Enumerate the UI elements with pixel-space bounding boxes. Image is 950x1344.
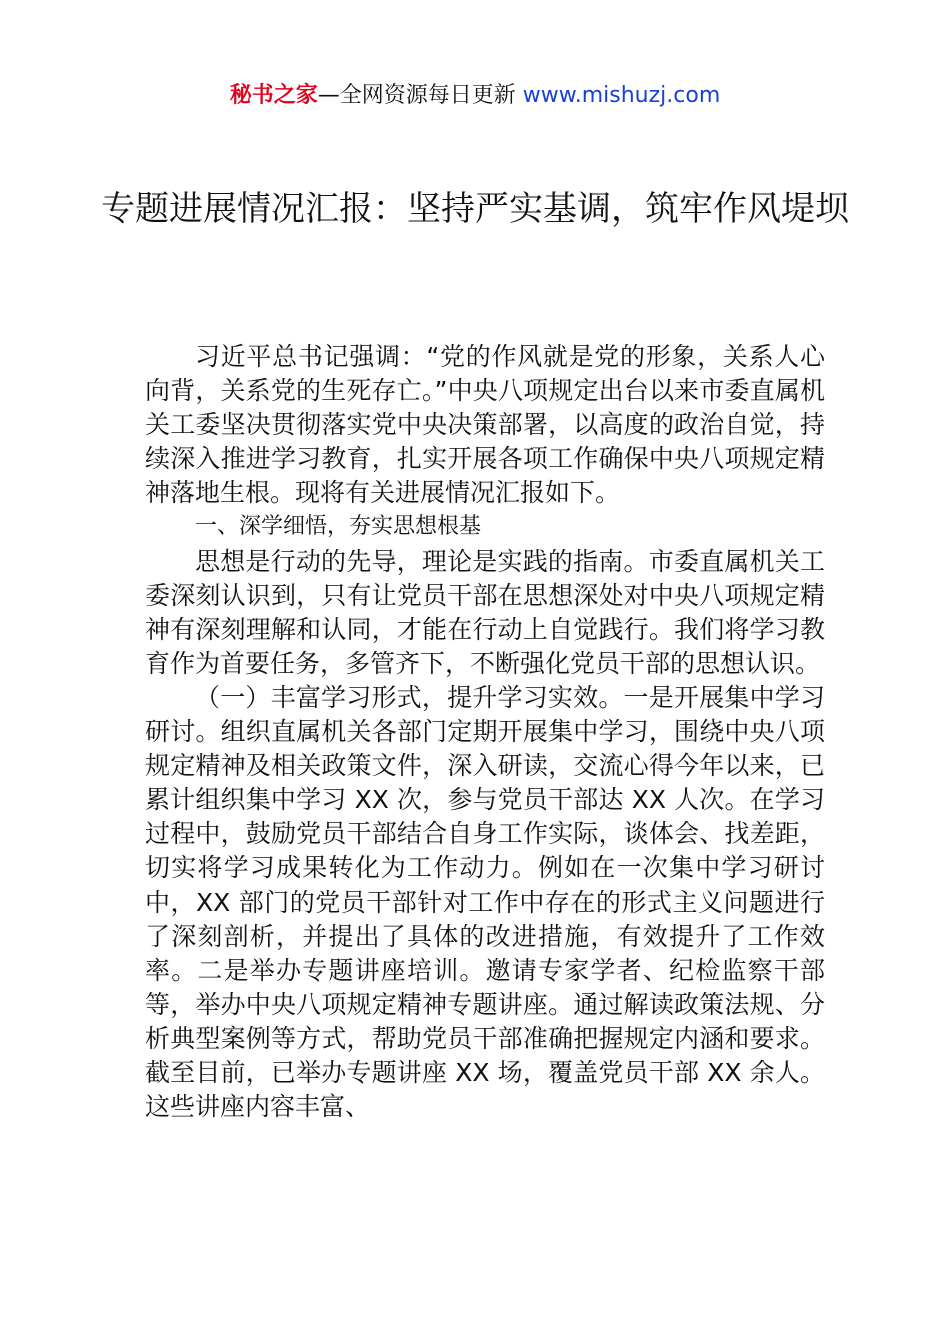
intro-paragraph: 习近平总书记强调：“党的作风就是党的形象，关系人心向背，关系党的生死存亡。”中央八项规定出台以来市委直属机关工委坚决贯彻落实党中央决策部署，以高度的政治自觉，持续深入推进学习教育，扎实开展各项工作确保中央八项规定精神落地生根。现将有关进展情况汇报如下。	[145, 342, 825, 508]
site-tagline: —全网资源每日更新	[317, 83, 523, 108]
body-paragraph: 思想是行动的先导，理论是实践的指南。市委直属机关工委深刻认识到，只有让党员干部在思想深处对中央八项规定精神有深刻理解和认同，才能在行动上自觉践行。我们将学习教育作为首要任务，多管齐下，不断强化党员干部的思想认识。	[145, 546, 825, 678]
site-header	[0, 80, 950, 112]
site-url-link[interactable]: www.mishuzj.com	[522, 83, 721, 108]
section-heading: 一、深学细悟，夯实思想根基	[195, 514, 482, 540]
document-title: 专题进展情况汇报：坚持严实基调，筑牢作风堤坝	[101, 189, 849, 229]
site-brand: 秘书之家	[229, 83, 318, 108]
document-body	[145, 340, 825, 1124]
body-paragraph: （一）丰富学习形式，提升学习实效。一是开展集中学习研讨。组织直属机关各部门定期开展集中学习，围绕中央八项规定精神及相关政策文件，深入研读，交流心得今年以来，已累计组织集中学习 XX 次，参与党员干部达 XX 人次。在学习过程中，鼓励党员干部结合自身工作实际，谈体会、找差距，切实将学习成果转化为工作动力。例如在一次集中学习研讨中，XX 部门的党员干部针对工作中存在的形式主义问题进行了深刻剖析，并提出了具体的改进措施，有效提升了工作效率。二是举办专题讲座培训。邀请专家学者、纪检监察干部等，举办中央八项规定精神专题讲座。通过解读政策法规、分析典型案例等方式，帮助党员干部准确把握规定内涵和要求。截至目前，已举办专题讲座 XX 场，覆盖党员干部 XX 余人。这些讲座内容丰富、	[145, 682, 825, 1122]
